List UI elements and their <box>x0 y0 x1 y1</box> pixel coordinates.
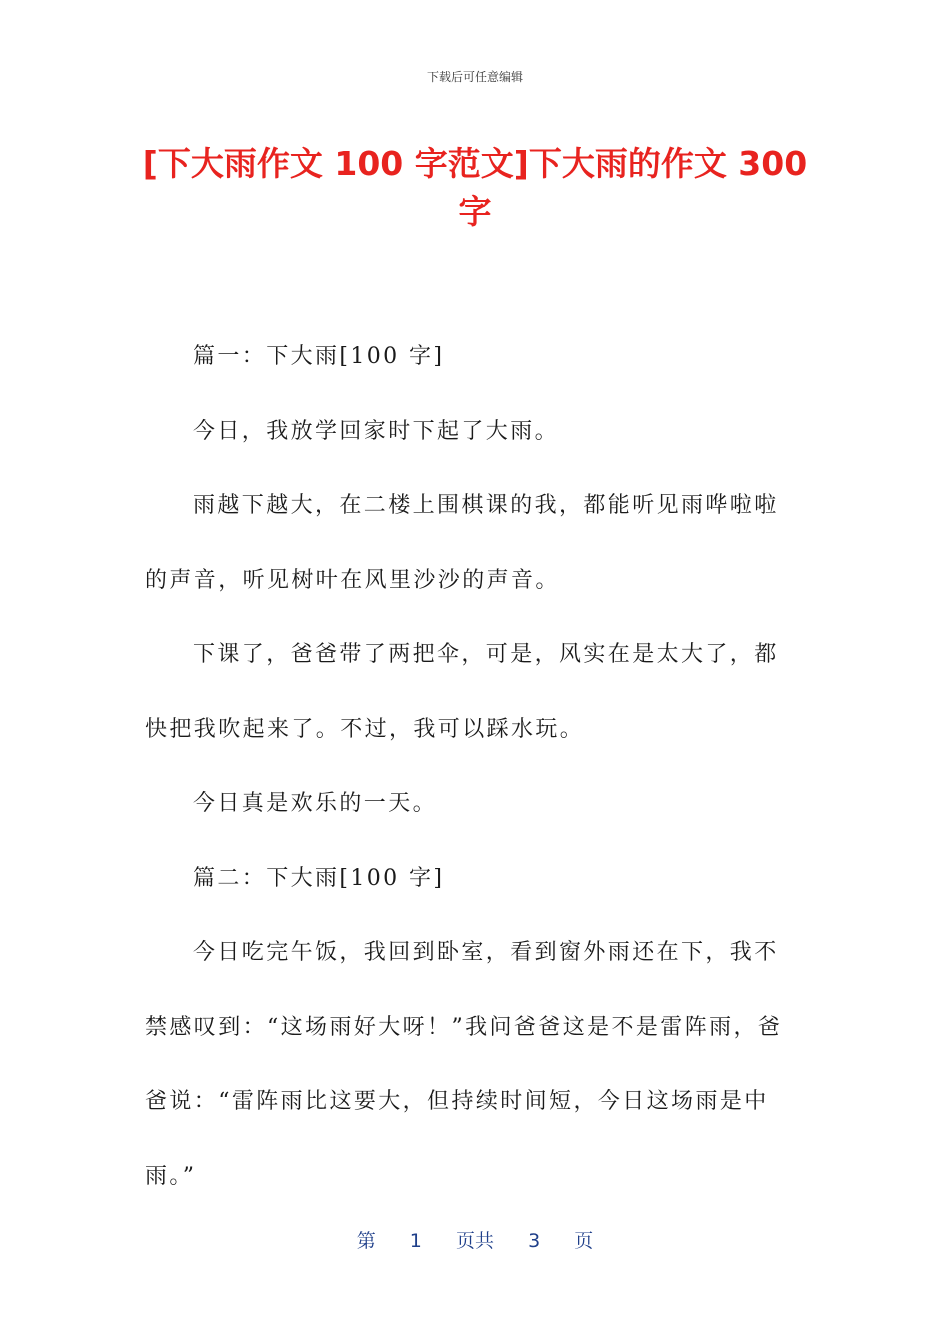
page-footer <box>0 1226 950 1253</box>
paragraph-1: 篇一：下大雨[100 字] <box>193 344 445 369</box>
document-title: [下大雨作文 100 字范文]下大雨的作文 300 字 <box>142 144 808 231</box>
page-label-middle: 页共 <box>455 1230 494 1252</box>
page-label-prefix: 第 <box>356 1230 376 1252</box>
current-page-number: 1 <box>409 1230 422 1252</box>
paragraph-6: 篇二：下大雨[100 字] <box>193 865 445 891</box>
paragraph-3: 雨越下越大，在二楼上围棋课的我，都能听见雨哗啦啦的声音，听见树叶在风里沙沙的声音。 <box>145 493 779 593</box>
page-label-suffix: 页 <box>574 1230 594 1252</box>
paragraph-7: 今日吃完午饭，我回到卧室，看到窗外雨还在下，我不禁感叹到：“这场雨好大呀！”我问爸爸这是不是雷阵雨，爸爸说：“雷阵雨比这要大，但持续时间短，今日这场雨是中雨。” <box>145 940 783 1189</box>
paragraph-2: 今日，我放学回家时下起了大雨。 <box>193 418 560 444</box>
total-pages-number: 3 <box>528 1230 541 1252</box>
paragraph-4: 下课了，爸爸带了两把伞，可是，风实在是太大了，都快把我吹起来了。不过，我可以踩水玩。 <box>145 642 779 742</box>
paragraph-5: 今日真是欢乐的一天。 <box>193 791 438 816</box>
document-body <box>145 320 800 1214</box>
header-note: 下载后可任意编辑 <box>426 70 523 84</box>
